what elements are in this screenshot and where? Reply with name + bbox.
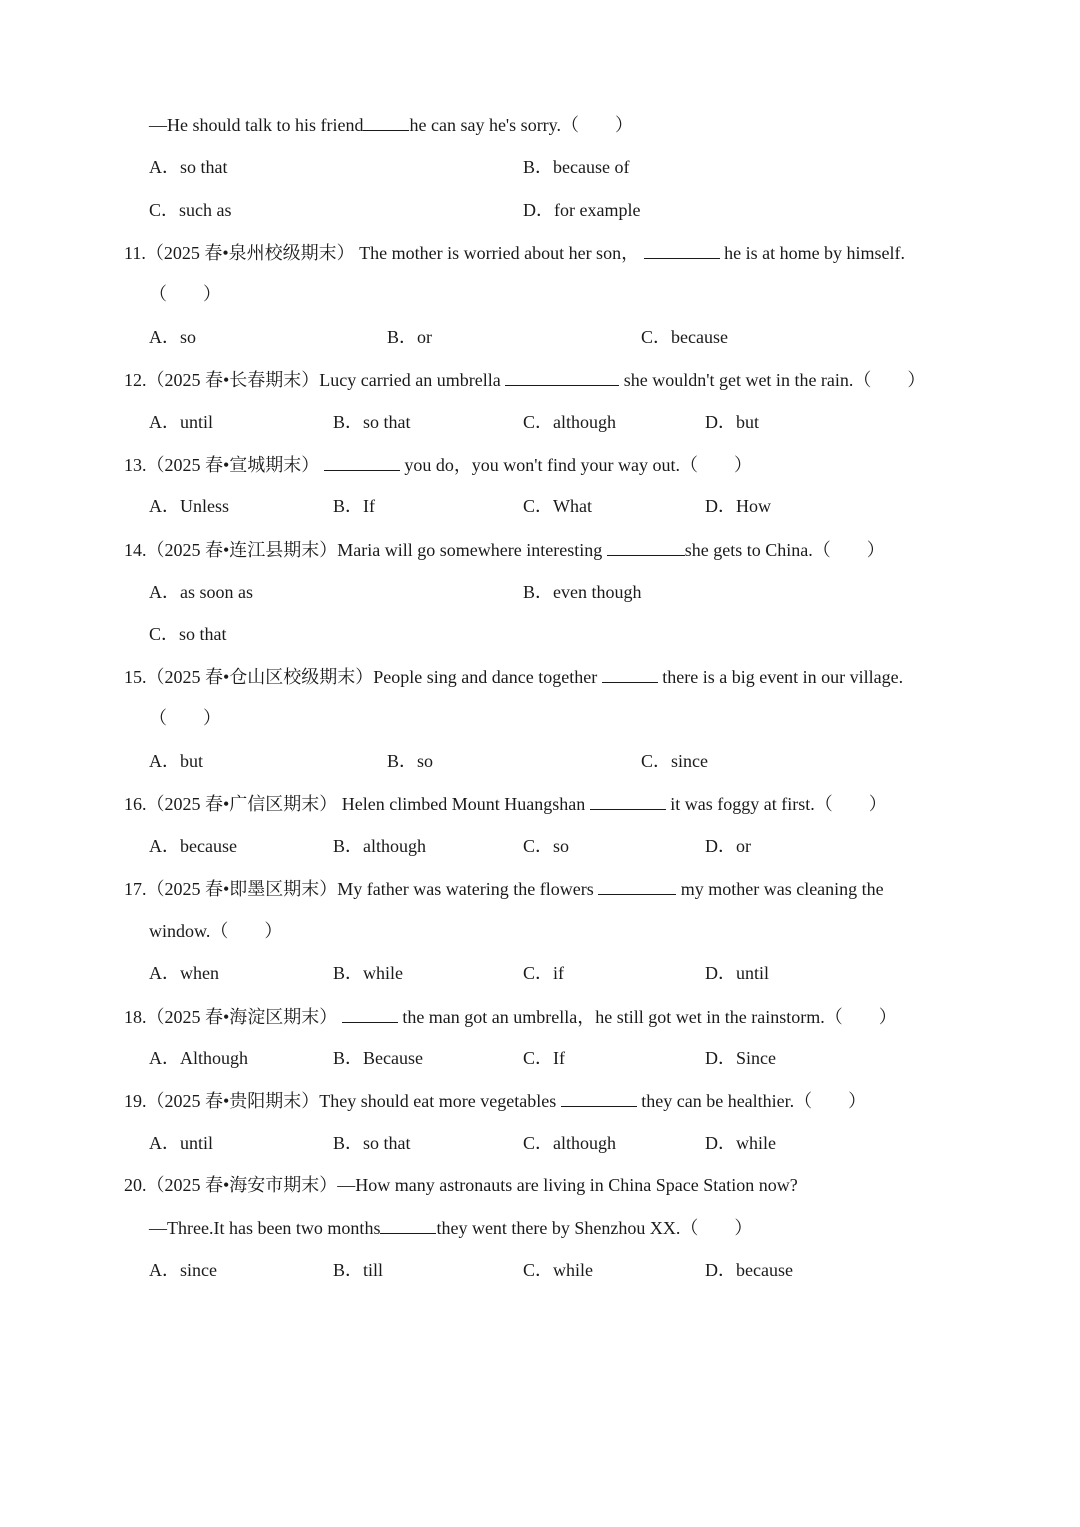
q12-option-a: A．until (149, 412, 214, 432)
q11-option-b: B．or (387, 327, 432, 347)
answer-blank (590, 791, 666, 810)
q13-option-d: D．How (705, 496, 771, 516)
answer-blank (644, 240, 720, 259)
q16-stem: 16.（2025 春•广信区期末） Helen climbed Mount Huangshan it was foggy at first.（ ） (124, 791, 887, 816)
answer-blank (598, 876, 676, 895)
q19-option-b: B．so that (333, 1133, 411, 1153)
q15-option-c: C．since (641, 751, 708, 771)
q20-option-a: A．since (149, 1260, 217, 1280)
q20-option-d: D．because (705, 1260, 793, 1280)
q17-option-c: C．if (523, 963, 565, 983)
q10-option-a: A．so that (149, 157, 228, 177)
q13-option-b: B．If (333, 496, 375, 516)
q14-stem: 14.（2025 春•连江县期末）Maria will go somewhere interesting she gets to China.（ ） (124, 537, 885, 562)
q11-stem-cont: （ ） (149, 284, 221, 304)
answer-blank (561, 1088, 637, 1107)
q16-option-d: D．or (705, 836, 751, 856)
q18-option-c: C．If (523, 1048, 565, 1068)
q20-dialog-line: —Three.It has been two months they went there by Shenzhou XX.（ ） (149, 1215, 752, 1240)
answer-blank (602, 664, 658, 683)
q12-option-d: D．but (705, 412, 759, 432)
q20-option-b: B．till (333, 1260, 384, 1280)
q13-option-a: A．Unless (149, 496, 229, 516)
q17-stem: 17.（2025 春•即墨区期末）My father was watering the flowers my mother was cleaning the (124, 876, 884, 901)
q18-option-a: A．Although (149, 1048, 248, 1068)
q10-dialog-line: —He should talk to his friend he can say he's sorry.（ ） (149, 112, 633, 137)
answer-blank (324, 452, 400, 471)
q12-stem: 12.（2025 春•长春期末）Lucy carried an umbrella she wouldn't get wet in the rain.（ ） (124, 367, 925, 392)
q13-stem: 13.（2025 春•宣城期末） you do，you won't find your way out.（ ） (124, 452, 752, 477)
q19-stem: 19.（2025 春•贵阳期末）They should eat more vegetables they can be healthier.（ ） (124, 1088, 866, 1113)
q10-option-d: D．for example (523, 200, 641, 220)
q15-stem-cont: （ ） (149, 708, 221, 728)
q19-option-a: A．until (149, 1133, 214, 1153)
q14-option-c: C．so that (149, 624, 227, 644)
answer-blank (342, 1004, 398, 1023)
q18-stem: 18.（2025 春•海淀区期末） the man got an umbrella，he still got wet in the rainstorm.（ ） (124, 1004, 897, 1029)
answer-blank (380, 1215, 436, 1234)
q20-stem: 20.（2025 春•海安市期末）—How many astronauts are living in China Space Station now? (124, 1175, 798, 1195)
q20-option-c: C．while (523, 1260, 593, 1280)
q17-option-b: B．while (333, 963, 403, 983)
q11-option-a: A．so (149, 327, 197, 347)
q14-option-b: B．even though (523, 582, 642, 602)
q15-option-b: B．so (387, 751, 434, 771)
q12-option-c: C．although (523, 412, 616, 432)
q10-option-c: C．such as (149, 200, 232, 220)
q18-option-b: B．Because (333, 1048, 423, 1068)
q11-stem: 11.（2025 春•泉州校级期末） The mother is worried about her son， he is at home by himself. (124, 240, 905, 265)
q19-option-d: D．while (705, 1133, 776, 1153)
q12-option-b: B．so that (333, 412, 411, 432)
q16-option-a: A．because (149, 836, 237, 856)
q19-option-c: C．although (523, 1133, 616, 1153)
q17-option-d: D．until (705, 963, 770, 983)
q15-option-a: A．but (149, 751, 203, 771)
q10-option-b: B．because of (523, 157, 630, 177)
q16-option-b: B．although (333, 836, 426, 856)
answer-blank (607, 537, 685, 556)
q17-stem-cont: window.（ ） (149, 921, 283, 941)
q18-option-d: D．Since (705, 1048, 776, 1068)
q17-option-a: A．when (149, 963, 219, 983)
q16-option-c: C．so (523, 836, 570, 856)
answer-blank (363, 112, 409, 131)
q14-option-a: A．as soon as (149, 582, 253, 602)
answer-blank (505, 367, 619, 386)
q13-option-c: C．What (523, 496, 592, 516)
q15-stem: 15.（2025 春•仓山区校级期末）People sing and dance together there is a big event in our village. (124, 664, 903, 689)
q11-option-c: C．because (641, 327, 728, 347)
